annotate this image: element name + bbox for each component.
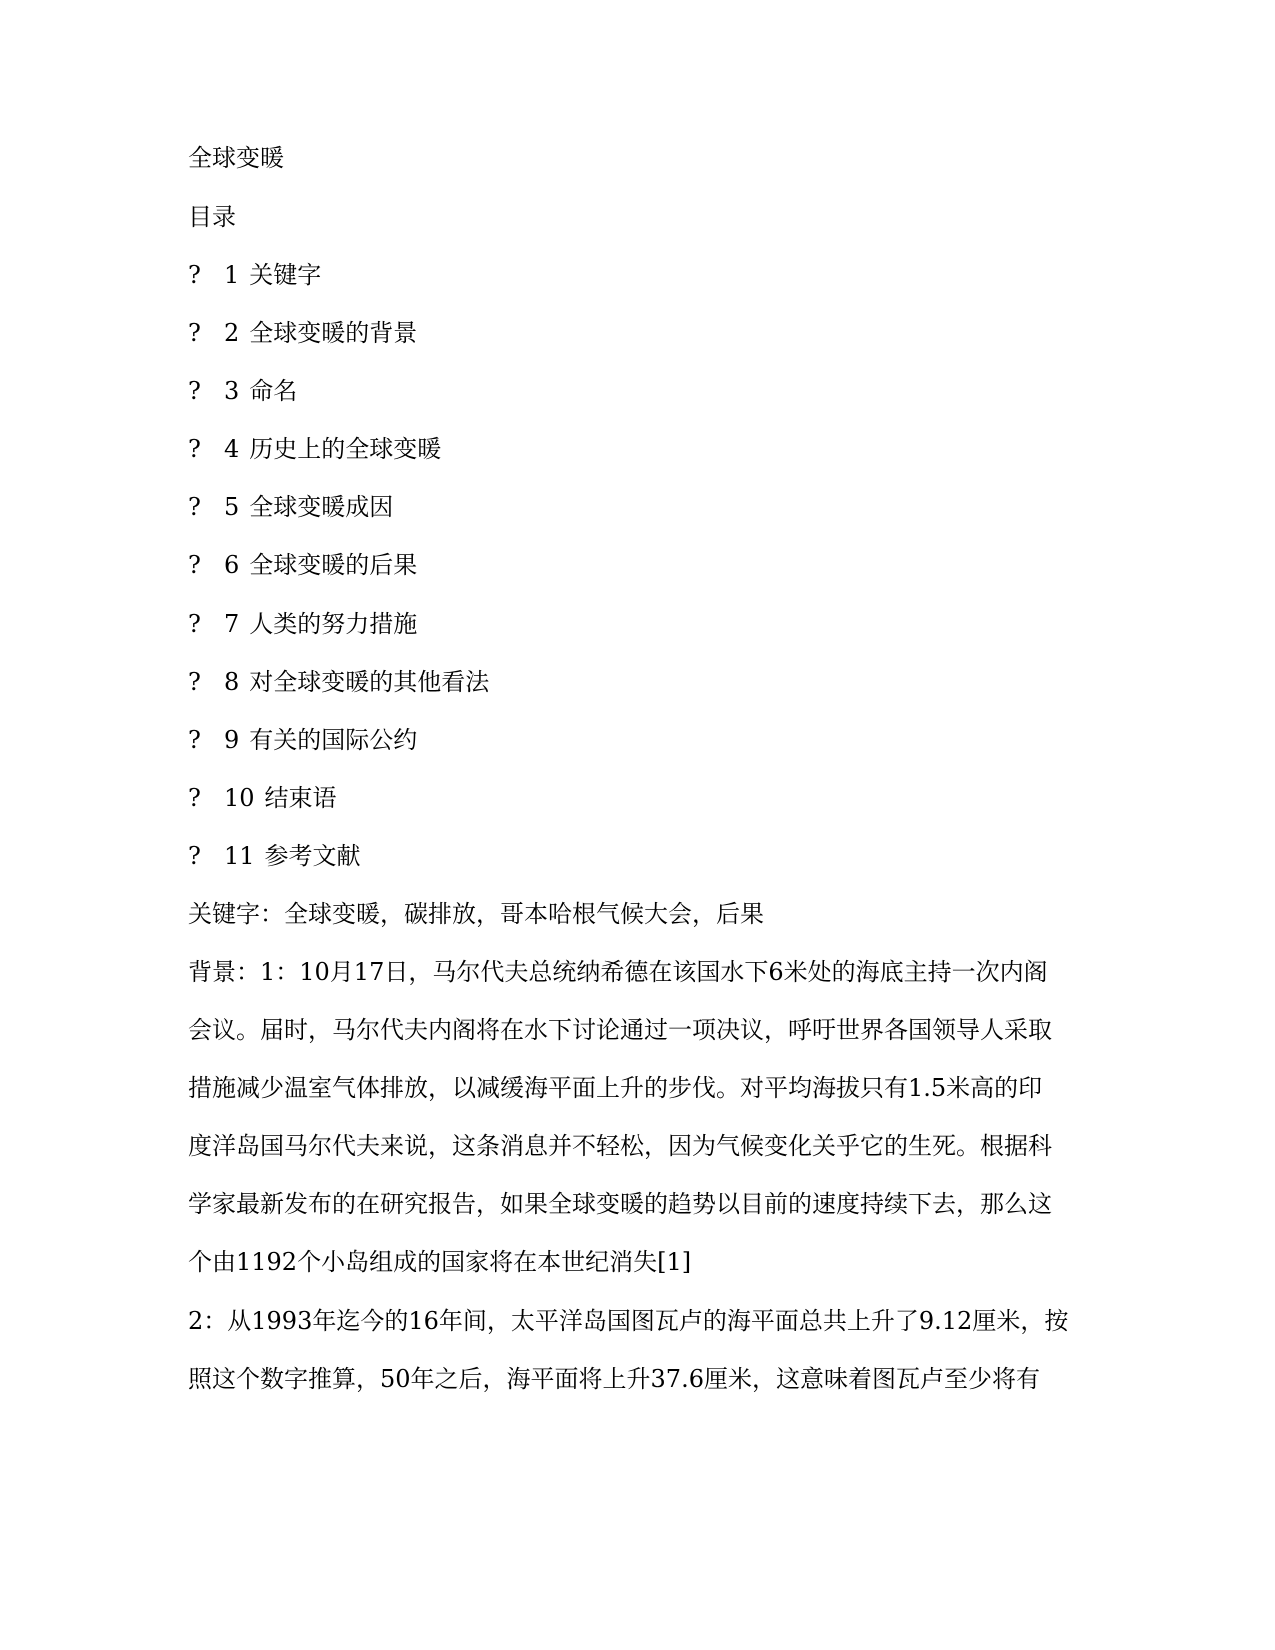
toc-number: 3 — [224, 377, 240, 405]
toc-item — [188, 375, 297, 407]
toc-item — [188, 608, 417, 640]
toc-label: 命名 — [249, 377, 298, 405]
toc-number: 5 — [224, 493, 240, 521]
toc-label: 全球变暖的后果 — [249, 551, 418, 579]
toc-bullet: ? — [188, 319, 201, 347]
toc-number: 11 — [224, 842, 255, 870]
paragraph-line: 背景：1：10月17日，马尔代夫总统纳希德在该国水下6米处的海底主持一次内阁 — [188, 958, 1048, 986]
toc-bullet: ? — [188, 377, 201, 405]
paragraph-line: 会议。届时，马尔代夫内阁将在水下讨论通过一项决议，呼吁世界各国领导人采取 — [188, 1016, 1052, 1044]
toc-item — [188, 259, 321, 291]
paragraph-line: 度洋岛国马尔代夫来说，这条消息并不轻松，因为气候变化关乎它的生死。根据科 — [188, 1132, 1052, 1160]
toc-bullet: ? — [188, 551, 201, 579]
toc-bullet: ? — [188, 261, 201, 289]
toc-item — [188, 317, 417, 349]
toc-number: 10 — [224, 784, 255, 812]
toc-label: 有关的国际公约 — [249, 726, 418, 754]
toc-item — [188, 840, 361, 872]
toc-label: 人类的努力措施 — [249, 610, 418, 638]
toc-bullet: ? — [188, 726, 201, 754]
toc-number: 7 — [224, 610, 240, 638]
paragraph-line: 2：从1993年迄今的16年间，太平洋岛国图瓦卢的海平面总共上升了9.12厘米，按 — [188, 1307, 1069, 1335]
toc-item — [188, 782, 337, 814]
toc-label: 关键字 — [249, 261, 322, 289]
toc-label: 结束语 — [264, 784, 337, 812]
toc-number: 2 — [224, 319, 240, 347]
toc-number: 8 — [224, 668, 240, 696]
toc-bullet: ? — [188, 435, 201, 463]
toc-item — [188, 724, 417, 756]
toc-label: 全球变暖成因 — [249, 493, 394, 521]
paragraph-line: 个由1192个小岛组成的国家将在本世纪消失[1] — [188, 1248, 692, 1276]
toc-heading: 目录 — [188, 203, 236, 231]
toc-label: 参考文献 — [264, 842, 361, 870]
toc-bullet: ? — [188, 493, 201, 521]
paragraph-line: 照这个数字推算，50年之后，海平面将上升37.6厘米，这意味着图瓦卢至少将有 — [188, 1365, 1040, 1393]
keywords-line: 关键字：全球变暖，碳排放，哥本哈根气候大会，后果 — [188, 900, 764, 928]
toc-number: 9 — [224, 726, 240, 754]
toc-bullet: ? — [188, 610, 201, 638]
toc-label: 对全球变暖的其他看法 — [249, 668, 490, 696]
toc-number: 4 — [224, 435, 240, 463]
paragraph-line: 学家最新发布的在研究报告，如果全球变暖的趋势以目前的速度持续下去，那么这 — [188, 1190, 1052, 1218]
paragraph-line: 措施减少温室气体排放，以减缓海平面上升的步伐。对平均海拔只有1.5米高的印 — [188, 1074, 1043, 1102]
toc-bullet: ? — [188, 842, 201, 870]
toc-number: 6 — [224, 551, 240, 579]
toc-item — [188, 491, 393, 523]
toc-number: 1 — [224, 261, 240, 289]
toc-item — [188, 549, 417, 581]
toc-bullet: ? — [188, 784, 201, 812]
toc-label: 历史上的全球变暖 — [249, 435, 442, 463]
toc-item — [188, 666, 489, 698]
toc-item — [188, 433, 441, 465]
document-title: 全球变暖 — [188, 144, 284, 172]
toc-bullet: ? — [188, 668, 201, 696]
toc-label: 全球变暖的背景 — [249, 319, 418, 347]
